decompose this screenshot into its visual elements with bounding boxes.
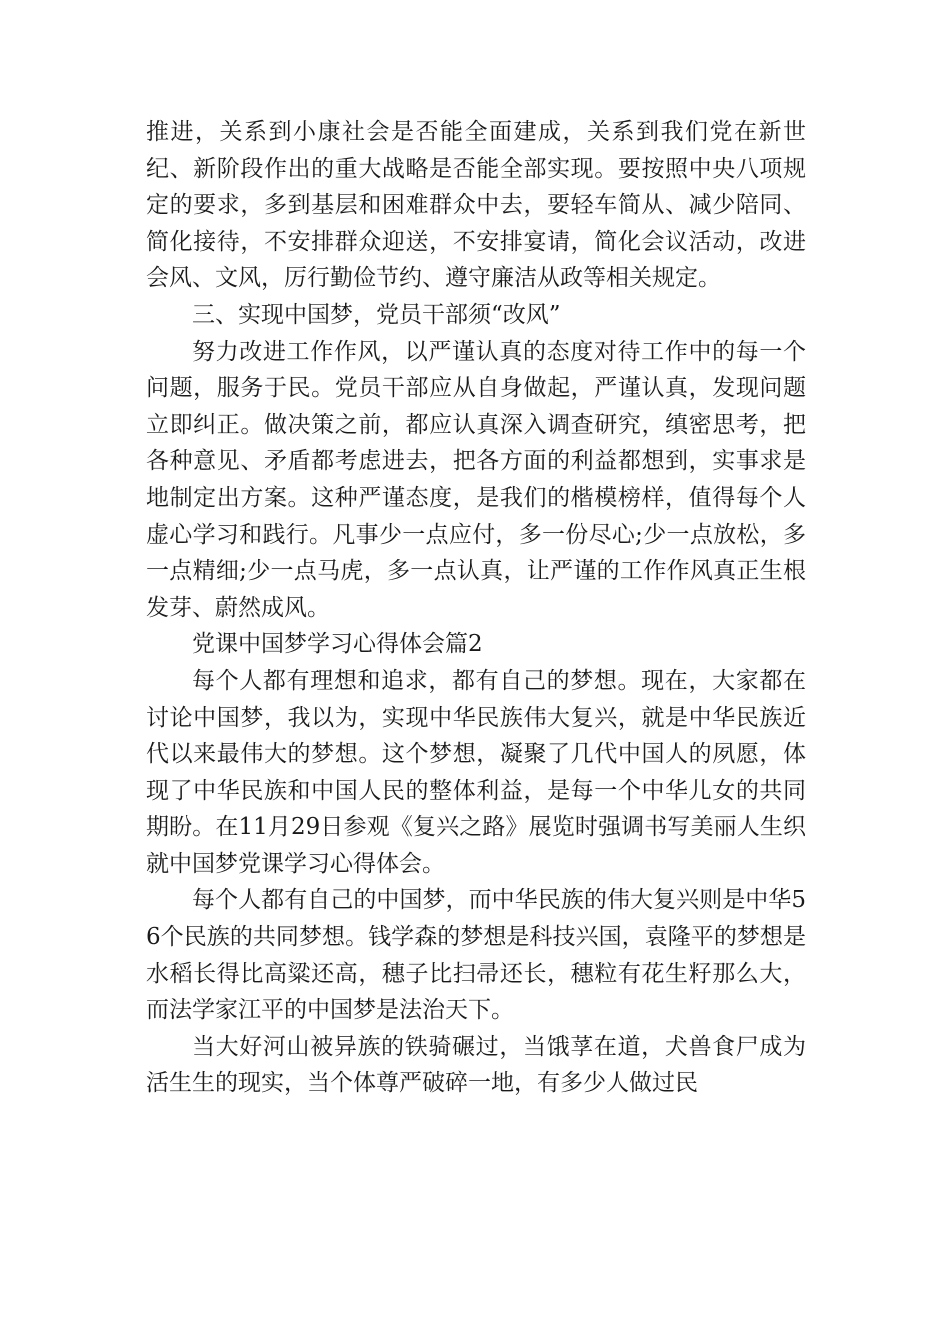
paragraph-continuation: 推进，关系到小康社会是否能全面建成，关系到我们党在新世纪、新阶段作出的重大战略是否能全部实现。要按照中央八项规定的要求，多到基层和困难群众中去，要轻车简从、减少陪同、简化接待，不安排群众迎送，不安排宴请，简化会议活动，改进会风、文风，厉行勤俭节约、遵守廉洁从政等相关规定。 (146, 119, 806, 292)
section-heading-part-2: 党课中国梦学习心得体会篇2 (192, 631, 483, 658)
document-body (146, 114, 806, 1102)
paragraph-history: 当大好河山被异族的铁骑碾过，当饿莩在道，犬兽食尸成为活生生的现实，当个体尊严破碎一地，有多少人做过民 (146, 1033, 806, 1097)
paragraph-work-style: 努力改进工作作风，以严谨认真的态度对待工作中的每一个问题，服务于民。党员干部应从自身做起，严谨认真，发现问题立即纠正。做决策之前，都应认真深入调查研究，缜密思考，把各种意见、矛盾都考虑进去，把各方面的利益都想到，实事求是地制定出方案。这种严谨态度，是我们的楷模榜样，值得每个人虚心学习和践行。凡事少一点应付，多一份尽心;少一点放松，多一点精细;少一点马虎，多一点认真，让严谨的工作作风真正生根发芽、蔚然成风。 (146, 338, 806, 621)
section-heading-gaifeng: 三、实现中国梦，党员干部须“改风” (192, 301, 561, 328)
paragraph-dream-ideals: 每个人都有理想和追求，都有自己的梦想。现在，大家都在讨论中国梦，我以为，实现中华民族伟大复兴，就是中华民族近代以来最伟大的梦想。这个梦想，凝聚了几代中国人的夙愿，体现了中华民族和中国人民的整体利益，是每一个中华儿女的共同期盼。在11月29日参观《复兴之路》展览时强调书写美丽人生织就中国梦党课学习心得体会。 (146, 667, 806, 877)
paragraph-56-ethnic-groups: 每个人都有自己的中国梦，而中华民族的伟大复兴则是中华56个民族的共同梦想。钱学森的梦想是科技兴国，袁隆平的梦想是水稻长得比高粱还高，穗子比扫帚还长，穗粒有花生籽那么大，而法学家江平的中国梦是法治天下。 (146, 887, 806, 1024)
